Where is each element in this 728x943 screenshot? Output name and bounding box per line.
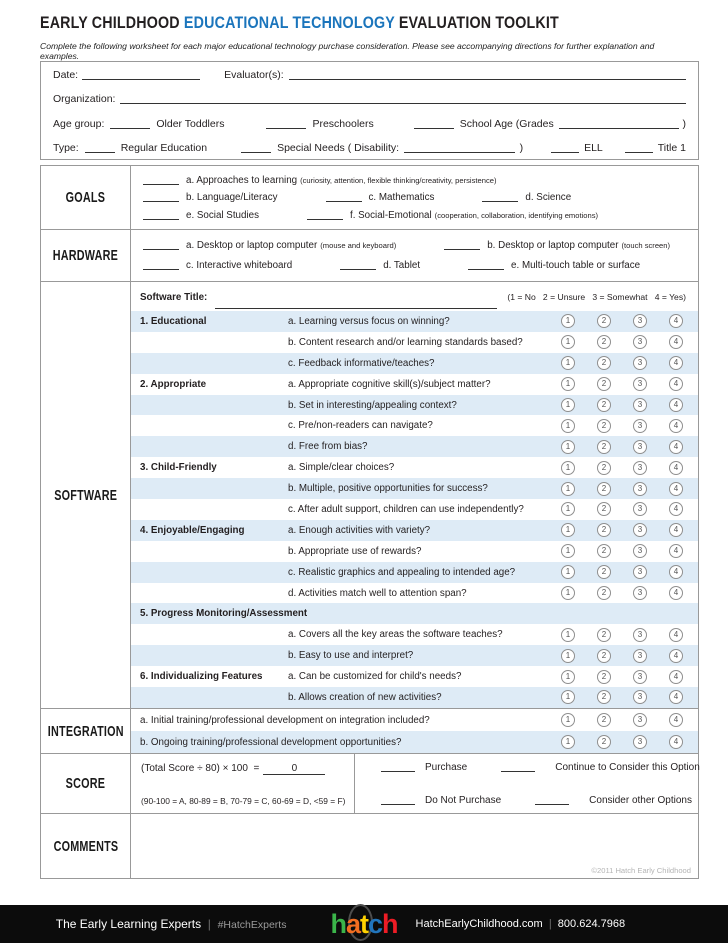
score-body <box>131 754 700 813</box>
rating-circle-4[interactable]: 4 <box>669 461 683 475</box>
rating-circle-3[interactable]: 3 <box>633 713 647 727</box>
rating-circle-1[interactable]: 1 <box>561 628 575 642</box>
evaluator-label: Evaluator(s): <box>224 69 284 81</box>
software-row-3 <box>131 353 698 374</box>
rating-circle-4[interactable]: 4 <box>669 523 683 537</box>
rating-circle-1[interactable]: 1 <box>561 314 575 328</box>
age-group-label: Age group: <box>53 117 105 130</box>
goals-option-label: b. Language/Literacy <box>186 192 278 203</box>
rating-circle-3[interactable]: 3 <box>633 461 647 475</box>
integration-section <box>41 709 698 754</box>
type-option-title1: Title 1 <box>657 141 686 154</box>
rating-circle-4[interactable]: 4 <box>669 482 683 496</box>
goals-label-text: GOALS <box>65 189 106 206</box>
rating-circle-4[interactable]: 4 <box>669 544 683 558</box>
type-blank-4 <box>625 152 653 153</box>
logo-letter-h: h <box>382 908 398 939</box>
score-option-label: Consider other Options <box>589 795 692 806</box>
rating-circle-2[interactable]: 2 <box>597 586 611 600</box>
comments-section <box>41 814 698 878</box>
score-formula <box>141 763 354 775</box>
rating-circle-4[interactable]: 4 <box>669 735 683 749</box>
rating-circles <box>561 335 683 349</box>
score-option-blank <box>381 771 415 772</box>
hardware-option <box>468 260 640 271</box>
goals-row-3 <box>143 210 698 221</box>
goals-row-2 <box>143 192 698 203</box>
comments-label-text: COMMENTS <box>53 837 118 855</box>
rating-circles <box>561 670 683 684</box>
software-question: c. Pre/non-readers can navigate? <box>288 420 433 432</box>
footer-phone: 800.624.7968 <box>557 918 626 930</box>
rating-circle-2[interactable]: 2 <box>597 713 611 727</box>
software-row-10 <box>131 499 698 520</box>
type-option-special-needs: Special Needs ( Disability: <box>277 141 400 154</box>
rating-circles <box>561 482 683 496</box>
goals-option-blank <box>143 201 179 202</box>
age-group-line <box>53 118 686 130</box>
footer-separator: | <box>201 917 218 931</box>
logo-letter-t: t <box>360 908 368 939</box>
score-formula-cell <box>131 754 355 813</box>
rating-circle-4[interactable]: 4 <box>669 398 683 412</box>
integration-row-2 <box>131 731 698 753</box>
goals-option <box>143 210 259 221</box>
rating-circle-2[interactable]: 2 <box>597 335 611 349</box>
hardware-option-label: b. Desktop or laptop computer <box>487 240 619 252</box>
rating-circle-4[interactable]: 4 <box>669 670 683 684</box>
type-option-ell: ELL <box>584 141 603 154</box>
software-question: a. Enough activities with variety? <box>288 524 431 536</box>
hardware-option-blank <box>143 249 179 250</box>
hardware-option-label: a. Desktop or laptop computer <box>186 240 318 252</box>
hardware-row-2 <box>143 260 718 271</box>
hardware-option <box>340 260 420 271</box>
rating-circle-2[interactable]: 2 <box>597 735 611 749</box>
rating-circle-4[interactable]: 4 <box>669 377 683 391</box>
rating-circle-3[interactable]: 3 <box>633 398 647 412</box>
hardware-option <box>143 260 292 271</box>
goals-option <box>143 192 278 203</box>
software-rows <box>131 311 698 708</box>
footer-right <box>400 918 626 930</box>
rating-circle-3[interactable]: 3 <box>633 377 647 391</box>
score-option-blank <box>535 804 569 805</box>
rating-circle-2[interactable]: 2 <box>597 690 611 704</box>
hardware-options <box>131 230 718 281</box>
rating-circle-4[interactable]: 4 <box>669 502 683 516</box>
rating-circle-1[interactable]: 1 <box>561 502 575 516</box>
goals-option-note: (curiosity, attention, flexible thinking/creativity, persistence) <box>300 175 497 185</box>
hardware-option-note: (mouse and keyboard) <box>320 241 397 251</box>
software-row-15 <box>131 603 698 624</box>
hardware-option-label: e. Multi-touch table or surface <box>511 259 641 271</box>
software-row-16 <box>131 624 698 645</box>
type-blank-1 <box>85 152 115 153</box>
software-row-14 <box>131 583 698 604</box>
rating-circle-3[interactable]: 3 <box>633 502 647 516</box>
rating-circle-3[interactable]: 3 <box>633 628 647 642</box>
software-row-13 <box>131 562 698 583</box>
type-blank-2 <box>241 152 271 153</box>
rating-circles <box>561 461 683 475</box>
rating-circle-2[interactable]: 2 <box>597 482 611 496</box>
evaluator-blank <box>289 79 686 80</box>
hardware-option-blank <box>340 269 376 270</box>
age-blank-2 <box>266 128 306 129</box>
comments-area[interactable] <box>131 814 698 878</box>
software-question: a. Simple/clear choices? <box>288 462 395 474</box>
rating-circle-1[interactable]: 1 <box>561 713 575 727</box>
rating-circle-3[interactable]: 3 <box>633 586 647 600</box>
score-section <box>41 754 698 814</box>
rating-circle-2[interactable]: 2 <box>597 398 611 412</box>
evaluation-table <box>40 165 699 879</box>
rating-circle-3[interactable]: 3 <box>633 649 647 663</box>
software-label-text: SOFTWARE <box>54 486 117 504</box>
goals-option-label: f. Social-Emotional <box>349 209 432 221</box>
comments-section-label <box>41 814 131 878</box>
age-blank-1 <box>110 128 150 129</box>
score-formula-text: (Total Score ÷ 80) × 100 = <box>141 763 260 774</box>
rating-circle-1[interactable]: 1 <box>561 398 575 412</box>
rating-circle-1[interactable]: 1 <box>561 461 575 475</box>
rating-circle-1[interactable]: 1 <box>561 649 575 663</box>
software-question: c. After adult support, children can use independently? <box>288 503 524 515</box>
copyright: ©2011 Hatch Early Childhood <box>591 866 691 875</box>
score-option-blank <box>501 771 535 772</box>
rating-circle-4[interactable]: 4 <box>669 586 683 600</box>
integration-section-label <box>41 709 131 753</box>
rating-circle-2[interactable]: 2 <box>597 377 611 391</box>
goals-option-blank <box>307 219 343 220</box>
rating-circle-4[interactable]: 4 <box>669 713 683 727</box>
rating-circle-4[interactable]: 4 <box>669 356 683 370</box>
software-row-19 <box>131 687 698 708</box>
date-blank <box>82 79 200 80</box>
integration-question: b. Ongoing training/professional development opportunities? <box>140 736 402 748</box>
page-title <box>40 13 559 33</box>
rating-circles <box>561 440 683 454</box>
logo-letter-a: a <box>345 908 360 939</box>
rating-circles <box>561 502 683 516</box>
info-box <box>40 61 699 160</box>
score-label-text: SCORE <box>65 775 106 792</box>
software-question: d. Activities match well to attention span? <box>288 587 467 599</box>
footer-separator-2: | <box>542 918 558 930</box>
software-question: b. Content research and/or learning standards based? <box>288 336 523 348</box>
rating-circle-2[interactable]: 2 <box>597 649 611 663</box>
age-grades-blank <box>559 128 679 129</box>
software-question: b. Allows creation of new activities? <box>288 691 442 703</box>
organization-line <box>53 93 686 105</box>
integration-question: a. Initial training/professional development on integration included? <box>140 714 430 726</box>
rating-circle-2[interactable]: 2 <box>597 461 611 475</box>
hardware-option-note: (touch screen) <box>621 241 671 251</box>
disability-blank <box>404 152 515 153</box>
hardware-option <box>143 240 396 251</box>
organization-label: Organization: <box>53 93 116 106</box>
rating-circle-3[interactable]: 3 <box>633 356 647 370</box>
goals-option <box>143 175 497 186</box>
software-row-11 <box>131 520 698 541</box>
rating-circle-1[interactable]: 1 <box>561 544 575 558</box>
hardware-section-label <box>41 230 131 281</box>
organization-blank <box>120 103 686 104</box>
rating-circles <box>561 314 683 328</box>
footer-bar <box>0 905 728 943</box>
date-label: Date: <box>53 69 79 81</box>
goals-row-1 <box>143 175 698 186</box>
goals-option-blank <box>143 184 179 185</box>
goals-option-label: d. Science <box>525 192 572 203</box>
goals-option-label: e. Social Studies <box>186 209 259 221</box>
rating-circle-4[interactable]: 4 <box>669 690 683 704</box>
rating-circles <box>561 356 683 370</box>
rating-circle-4[interactable]: 4 <box>669 565 683 579</box>
goals-option-blank <box>143 219 179 220</box>
software-row-6 <box>131 415 698 436</box>
rating-circle-4[interactable]: 4 <box>669 335 683 349</box>
rating-circle-2[interactable]: 2 <box>597 523 611 537</box>
software-title-label: Software Title: <box>140 292 208 303</box>
rating-circle-1[interactable]: 1 <box>561 670 575 684</box>
logo-letter-h: h <box>330 908 346 939</box>
software-row-9 <box>131 478 698 499</box>
rating-circle-3[interactable]: 3 <box>633 544 647 558</box>
goals-option-note: (cooperation, collaboration, identifying emotions) <box>434 210 599 220</box>
rating-circle-4[interactable]: 4 <box>669 649 683 663</box>
software-question: a. Learning versus focus on winning? <box>288 315 450 327</box>
age-blank-3 <box>414 128 454 129</box>
title-part-2: EVALUATION TOOLKIT <box>394 13 559 32</box>
hardware-label-text: HARDWARE <box>52 247 119 264</box>
score-options <box>355 754 700 813</box>
hardware-option-label: c. Interactive whiteboard <box>186 259 293 271</box>
rating-circle-3[interactable]: 3 <box>633 735 647 749</box>
footer-left <box>56 917 329 931</box>
integration-label-text: INTEGRATION <box>47 722 124 740</box>
rating-circle-1[interactable]: 1 <box>561 690 575 704</box>
rating-circles <box>561 523 683 537</box>
footer-website: HatchEarlyChildhood.com <box>415 918 543 930</box>
hardware-option-blank <box>468 269 504 270</box>
software-group-label: 2. Appropriate <box>140 378 207 390</box>
rating-circles <box>561 649 683 663</box>
goals-section <box>41 166 698 230</box>
rating-circle-2[interactable]: 2 <box>597 356 611 370</box>
rating-circle-1[interactable]: 1 <box>561 377 575 391</box>
rating-circle-3[interactable]: 3 <box>633 335 647 349</box>
rating-circle-4[interactable]: 4 <box>669 440 683 454</box>
software-question: b. Set in interesting/appealing context? <box>288 399 457 411</box>
rating-circles <box>561 735 683 749</box>
rating-circle-3[interactable]: 3 <box>633 565 647 579</box>
rating-circles <box>561 628 683 642</box>
footer-tagline: The Early Learning Experts <box>55 917 202 931</box>
score-value: 0 <box>263 763 325 775</box>
goals-option-label: c. Mathematics <box>368 192 435 203</box>
rating-circles <box>561 419 683 433</box>
software-question: a. Appropriate cognitive skill(s)/subject matter? <box>288 378 491 390</box>
software-group-label: 3. Child-Friendly <box>140 462 217 474</box>
date-evaluator-line <box>53 69 686 81</box>
type-option-regular: Regular Education <box>120 141 208 154</box>
rating-circle-3[interactable]: 3 <box>633 314 647 328</box>
software-question: d. Free from bias? <box>288 441 368 453</box>
software-question: b. Multiple, positive opportunities for success? <box>288 483 488 495</box>
rating-circle-1[interactable]: 1 <box>561 419 575 433</box>
rating-circle-4[interactable]: 4 <box>669 314 683 328</box>
rating-circle-1[interactable]: 1 <box>561 523 575 537</box>
software-row-5 <box>131 395 698 416</box>
hardware-option-blank <box>444 249 480 250</box>
software-row-1 <box>131 311 698 332</box>
software-question: a. Covers all the key areas the software teaches? <box>288 629 503 641</box>
age-option-preschoolers: Preschoolers <box>312 117 374 130</box>
rating-circle-3[interactable]: 3 <box>633 670 647 684</box>
rating-circle-2[interactable]: 2 <box>597 502 611 516</box>
rating-circles <box>561 398 683 412</box>
software-row-17 <box>131 645 698 666</box>
goals-option-blank <box>482 201 518 202</box>
rating-circle-3[interactable]: 3 <box>633 482 647 496</box>
logo-letter-c: c <box>368 908 383 939</box>
type-label: Type: <box>53 141 79 154</box>
type-blank-3 <box>551 152 579 153</box>
score-grade-note: (90-100 = A, 80-89 = B, 70-79 = C, 60-69 = D, <59 = F) <box>141 796 346 806</box>
rating-circle-3[interactable]: 3 <box>633 419 647 433</box>
rating-circles <box>561 544 683 558</box>
goals-option <box>326 192 435 203</box>
software-title-blank <box>215 308 497 309</box>
rating-circle-2[interactable]: 2 <box>597 565 611 579</box>
rating-circle-1[interactable]: 1 <box>561 440 575 454</box>
score-option-label: Continue to Consider this Option <box>555 762 700 773</box>
hardware-row-1 <box>143 240 718 251</box>
title-highlight: EDUCATIONAL TECHNOLOGY <box>183 13 395 32</box>
goals-section-label <box>41 166 131 229</box>
software-section <box>41 282 698 709</box>
score-section-label <box>41 754 131 813</box>
hardware-option-label: d. Tablet <box>383 259 421 271</box>
goals-option-label: a. Approaches to learning <box>186 174 298 186</box>
software-row-8 <box>131 457 698 478</box>
score-option-blank <box>381 804 415 805</box>
rating-scale-note: (1 = No 2 = Unsure 3 = Somewhat 4 = Yes) <box>507 292 686 302</box>
rating-circles <box>561 565 683 579</box>
rating-circle-3[interactable]: 3 <box>633 523 647 537</box>
rating-circle-2[interactable]: 2 <box>597 544 611 558</box>
rating-circles <box>561 690 683 704</box>
rating-circle-2[interactable]: 2 <box>597 314 611 328</box>
software-section-label <box>41 282 131 708</box>
hardware-option-blank <box>143 269 179 270</box>
hardware-option <box>444 240 670 251</box>
rating-circle-2[interactable]: 2 <box>597 440 611 454</box>
title-part-1: EARLY CHILDHOOD <box>40 13 184 32</box>
software-group-label: 6. Individualizing Features <box>140 671 263 683</box>
footer-hashtag: #HatchExperts <box>217 919 287 931</box>
rating-circle-1[interactable]: 1 <box>561 565 575 579</box>
hatch-logo <box>328 908 399 939</box>
age-option-school-age: School Age (Grades <box>459 117 554 130</box>
software-row-4 <box>131 374 698 395</box>
goals-option-blank <box>326 201 362 202</box>
age-option-older-toddlers: Older Toddlers <box>156 117 225 130</box>
age-close-paren: ) <box>682 117 686 130</box>
software-question: c. Realistic graphics and appealing to intended age? <box>288 566 516 578</box>
rating-circle-1[interactable]: 1 <box>561 735 575 749</box>
software-group-label: 4. Enjoyable/Engaging <box>140 524 245 536</box>
software-group-label: 1. Educational <box>140 315 207 327</box>
rating-circles <box>561 713 683 727</box>
software-question: c. Feedback informative/teaches? <box>288 357 435 369</box>
goals-option <box>482 192 571 203</box>
score-option-label: Do Not Purchase <box>425 795 502 806</box>
goals-option <box>307 210 598 221</box>
integration-rows <box>131 709 698 753</box>
rating-circles <box>561 377 683 391</box>
software-row-7 <box>131 436 698 457</box>
software-title-row <box>131 282 698 311</box>
rating-circle-3[interactable]: 3 <box>633 690 647 704</box>
type-close-paren: ) <box>519 141 524 154</box>
subtitle: Complete the following worksheet for each major educational technology purchase consideration. Please see accompanying directions for further explanation and examples. <box>40 41 655 61</box>
rating-circle-2[interactable]: 2 <box>597 628 611 642</box>
software-row-12 <box>131 541 698 562</box>
rating-circle-1[interactable]: 1 <box>561 586 575 600</box>
software-row-2 <box>131 332 698 353</box>
rating-circle-4[interactable]: 4 <box>669 628 683 642</box>
rating-circle-2[interactable]: 2 <box>597 419 611 433</box>
rating-circle-2[interactable]: 2 <box>597 670 611 684</box>
hardware-section <box>41 230 698 282</box>
software-question: b. Appropriate use of rewards? <box>288 545 422 557</box>
score-option-row-2 <box>381 795 700 806</box>
type-line <box>53 142 686 154</box>
score-option-label: Purchase <box>425 762 468 773</box>
rating-circle-3[interactable]: 3 <box>633 440 647 454</box>
integration-row-1 <box>131 709 698 731</box>
goals-options <box>131 166 698 229</box>
rating-circles <box>561 586 683 600</box>
software-question: a. Can be customized for child's needs? <box>288 671 462 683</box>
software-question: b. Easy to use and interpret? <box>288 650 414 662</box>
rating-circle-1[interactable]: 1 <box>561 482 575 496</box>
rating-circle-4[interactable]: 4 <box>669 419 683 433</box>
software-row-18 <box>131 666 698 687</box>
score-option-row-1 <box>381 762 700 773</box>
rating-circle-1[interactable]: 1 <box>561 335 575 349</box>
software-group-header: 5. Progress Monitoring/Assessment <box>140 608 308 620</box>
rating-circle-1[interactable]: 1 <box>561 356 575 370</box>
